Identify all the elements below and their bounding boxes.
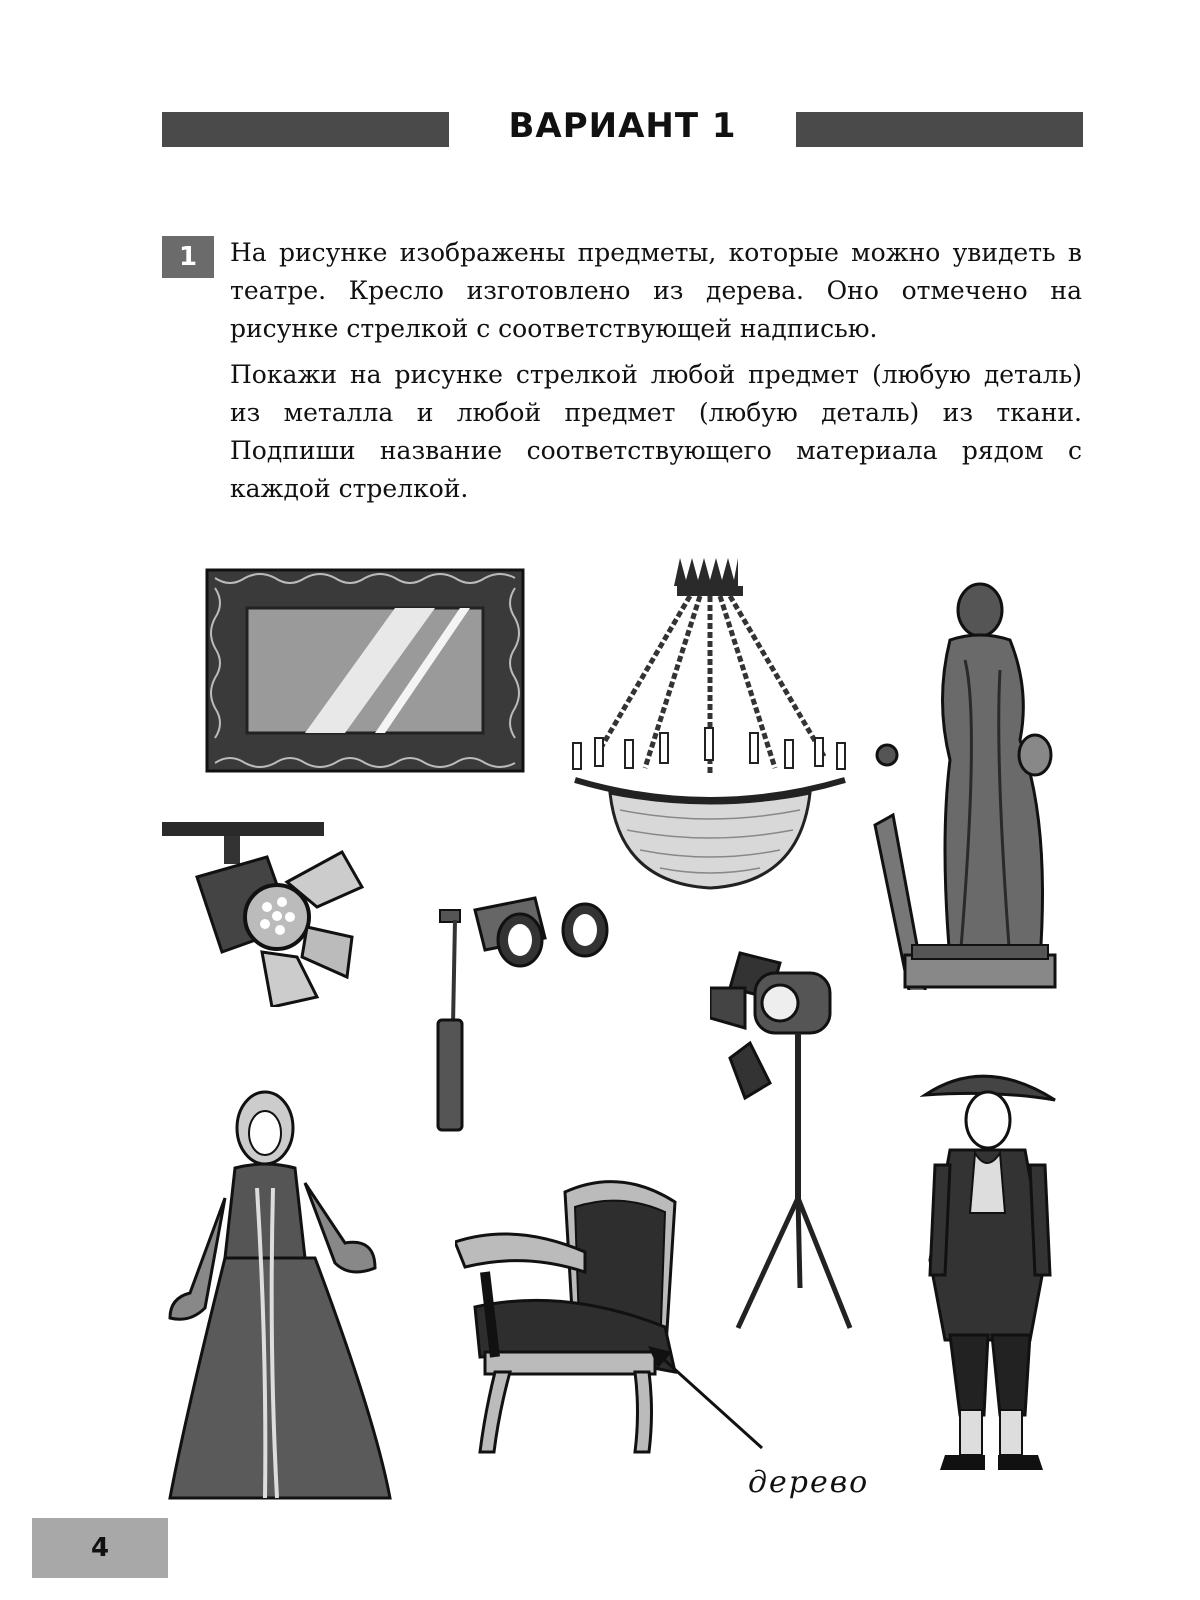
costume-icon [920,1065,1060,1485]
header-bar-right [796,112,1083,147]
spotlight-icon [162,822,367,1007]
task-number: 1 [162,236,214,278]
chandelier-icon [565,548,855,893]
header-bar-left [162,112,449,147]
task-paragraph-2: Покажи на рисунке стрелкой любой предмет (любую деталь) из металла и любой предмет (любую деталь) из ткани. Подпиши название соответствующего материала рядом с каждой стрелкой. [230,360,1082,503]
page-number: 4 [32,1518,168,1578]
mirror-icon [205,568,525,773]
stage-light-icon [710,948,870,1333]
statue-icon [870,580,1060,990]
task-paragraph-1: На рисунке изображены предметы, которые можно увидеть в театре. Кресло изготовлено из дерева. Оно отмечено на рисунке стрелкой с соответствующей надписью. [230,238,1082,343]
page-title: ВАРИАНТ 1 [508,106,737,146]
opera-glasses-icon [435,885,610,1135]
task-text [230,234,1082,508]
dress-icon [165,1088,395,1508]
arrow [640,1338,770,1458]
chair-material-label: дерево [748,1465,870,1500]
